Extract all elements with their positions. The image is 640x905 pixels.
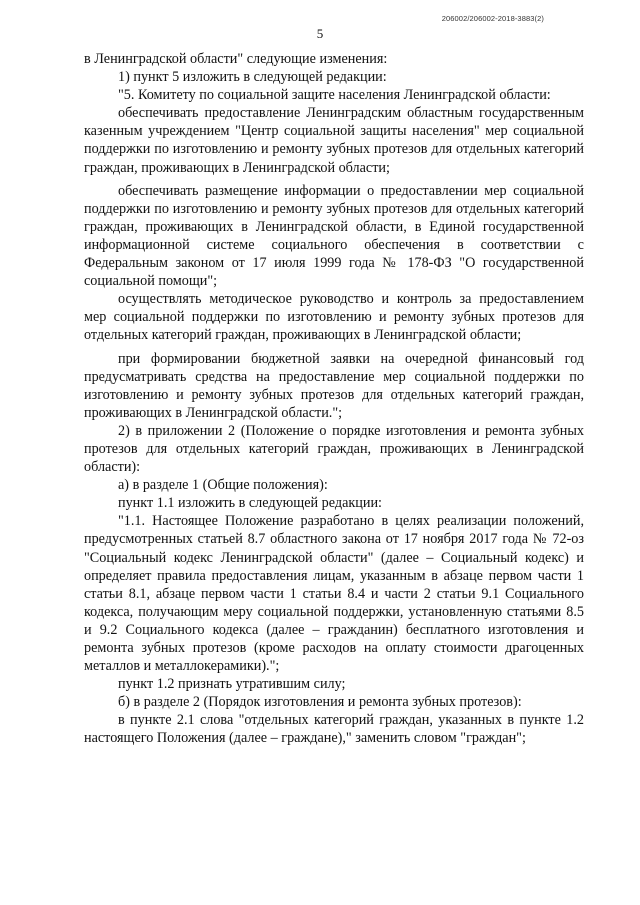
paragraph: в пункте 2.1 слова "отдельных категорий граждан, указанных в пункте 1.2 настоящего Положения (далее – граждане)," заменить словом "граждан"; xyxy=(84,712,584,747)
paragraph: обеспечивать размещение информации о предоставлении мер социальной поддержки по изготовлению и ремонту зубных протезов для отдельных категорий граждан, проживающих в Ленинградской области, в Единой государственной информационной системе социального обеспечения в соответствии с Федеральным законом от 17 июля 1999 года № 178-ФЗ "О государственной социальной помощи"; xyxy=(84,182,584,290)
paragraph: при формировании бюджетной заявки на очередной финансовый год предусматривать средства на предоставление мер социальной поддержки по изготовлению и ремонту зубных протезов для отдельных категорий граждан, проживающих в Ленинградской области."; xyxy=(84,350,584,421)
paragraph: 2) в приложении 2 (Положение о порядке изготовления и ремонта зубных протезов для отдельных категорий граждан, проживающих в Ленинградской области): xyxy=(84,422,584,476)
document-body xyxy=(84,50,584,748)
paragraph: "5. Комитету по социальной защите населения Ленинградской области: xyxy=(118,87,551,104)
paragraph: пункт 1.1 изложить в следующей редакции: xyxy=(118,495,382,512)
paragraph: "1.1. Настоящее Положение разработано в целях реализации положений, предусмотренных статьей 8.7 областного закона от 17 ноября 2017 года № 72-оз "Социальный кодекс Ленинградской области" (далее – Социальный кодекс) и определяет правила предоставления лицам, указанным в абзаце первом части 1 статьи 8.1, абзаце первом части 1 статьи 8.4 и части 2 статьи 9.1 Социального кодекса, получающим меру социальной поддержки, установленную статьями 8.5 и 9.2 Социального кодекса (далее – гражданин) бесплатного изготовления и ремонта зубных протезов (кроме расходов на оплату стоимости драгоценных металлов и металлокерамики)."; xyxy=(84,513,584,675)
paragraph: а) в разделе 1 (Общие положения): xyxy=(118,477,328,494)
document-id: 206002/206002-2018-3883(2) xyxy=(441,14,544,23)
paragraph: осуществлять методическое руководство и контроль за предоставлением мер социальной поддержки по изготовлению и ремонту зубных протезов для отдельных категорий граждан, проживающих в Ленинградской области; xyxy=(84,291,584,344)
paragraph: обеспечивать предоставление Ленинградским областным государственным казенным учреждением "Центр социальной защиты населения" мер социальной поддержки по изготовлению и ремонту зубных протезов для отдельных категорий граждан, проживающих в Ленинградской области; xyxy=(84,105,584,176)
paragraph: б) в разделе 2 (Порядок изготовления и ремонта зубных протезов): xyxy=(118,694,522,711)
paragraph: 1) пункт 5 изложить в следующей редакции: xyxy=(118,69,387,86)
paragraph: пункт 1.2 признать утратившим силу; xyxy=(118,676,346,693)
paragraph: в Ленинградской области" следующие изменения: xyxy=(84,51,388,67)
page-number: 5 xyxy=(316,26,324,41)
